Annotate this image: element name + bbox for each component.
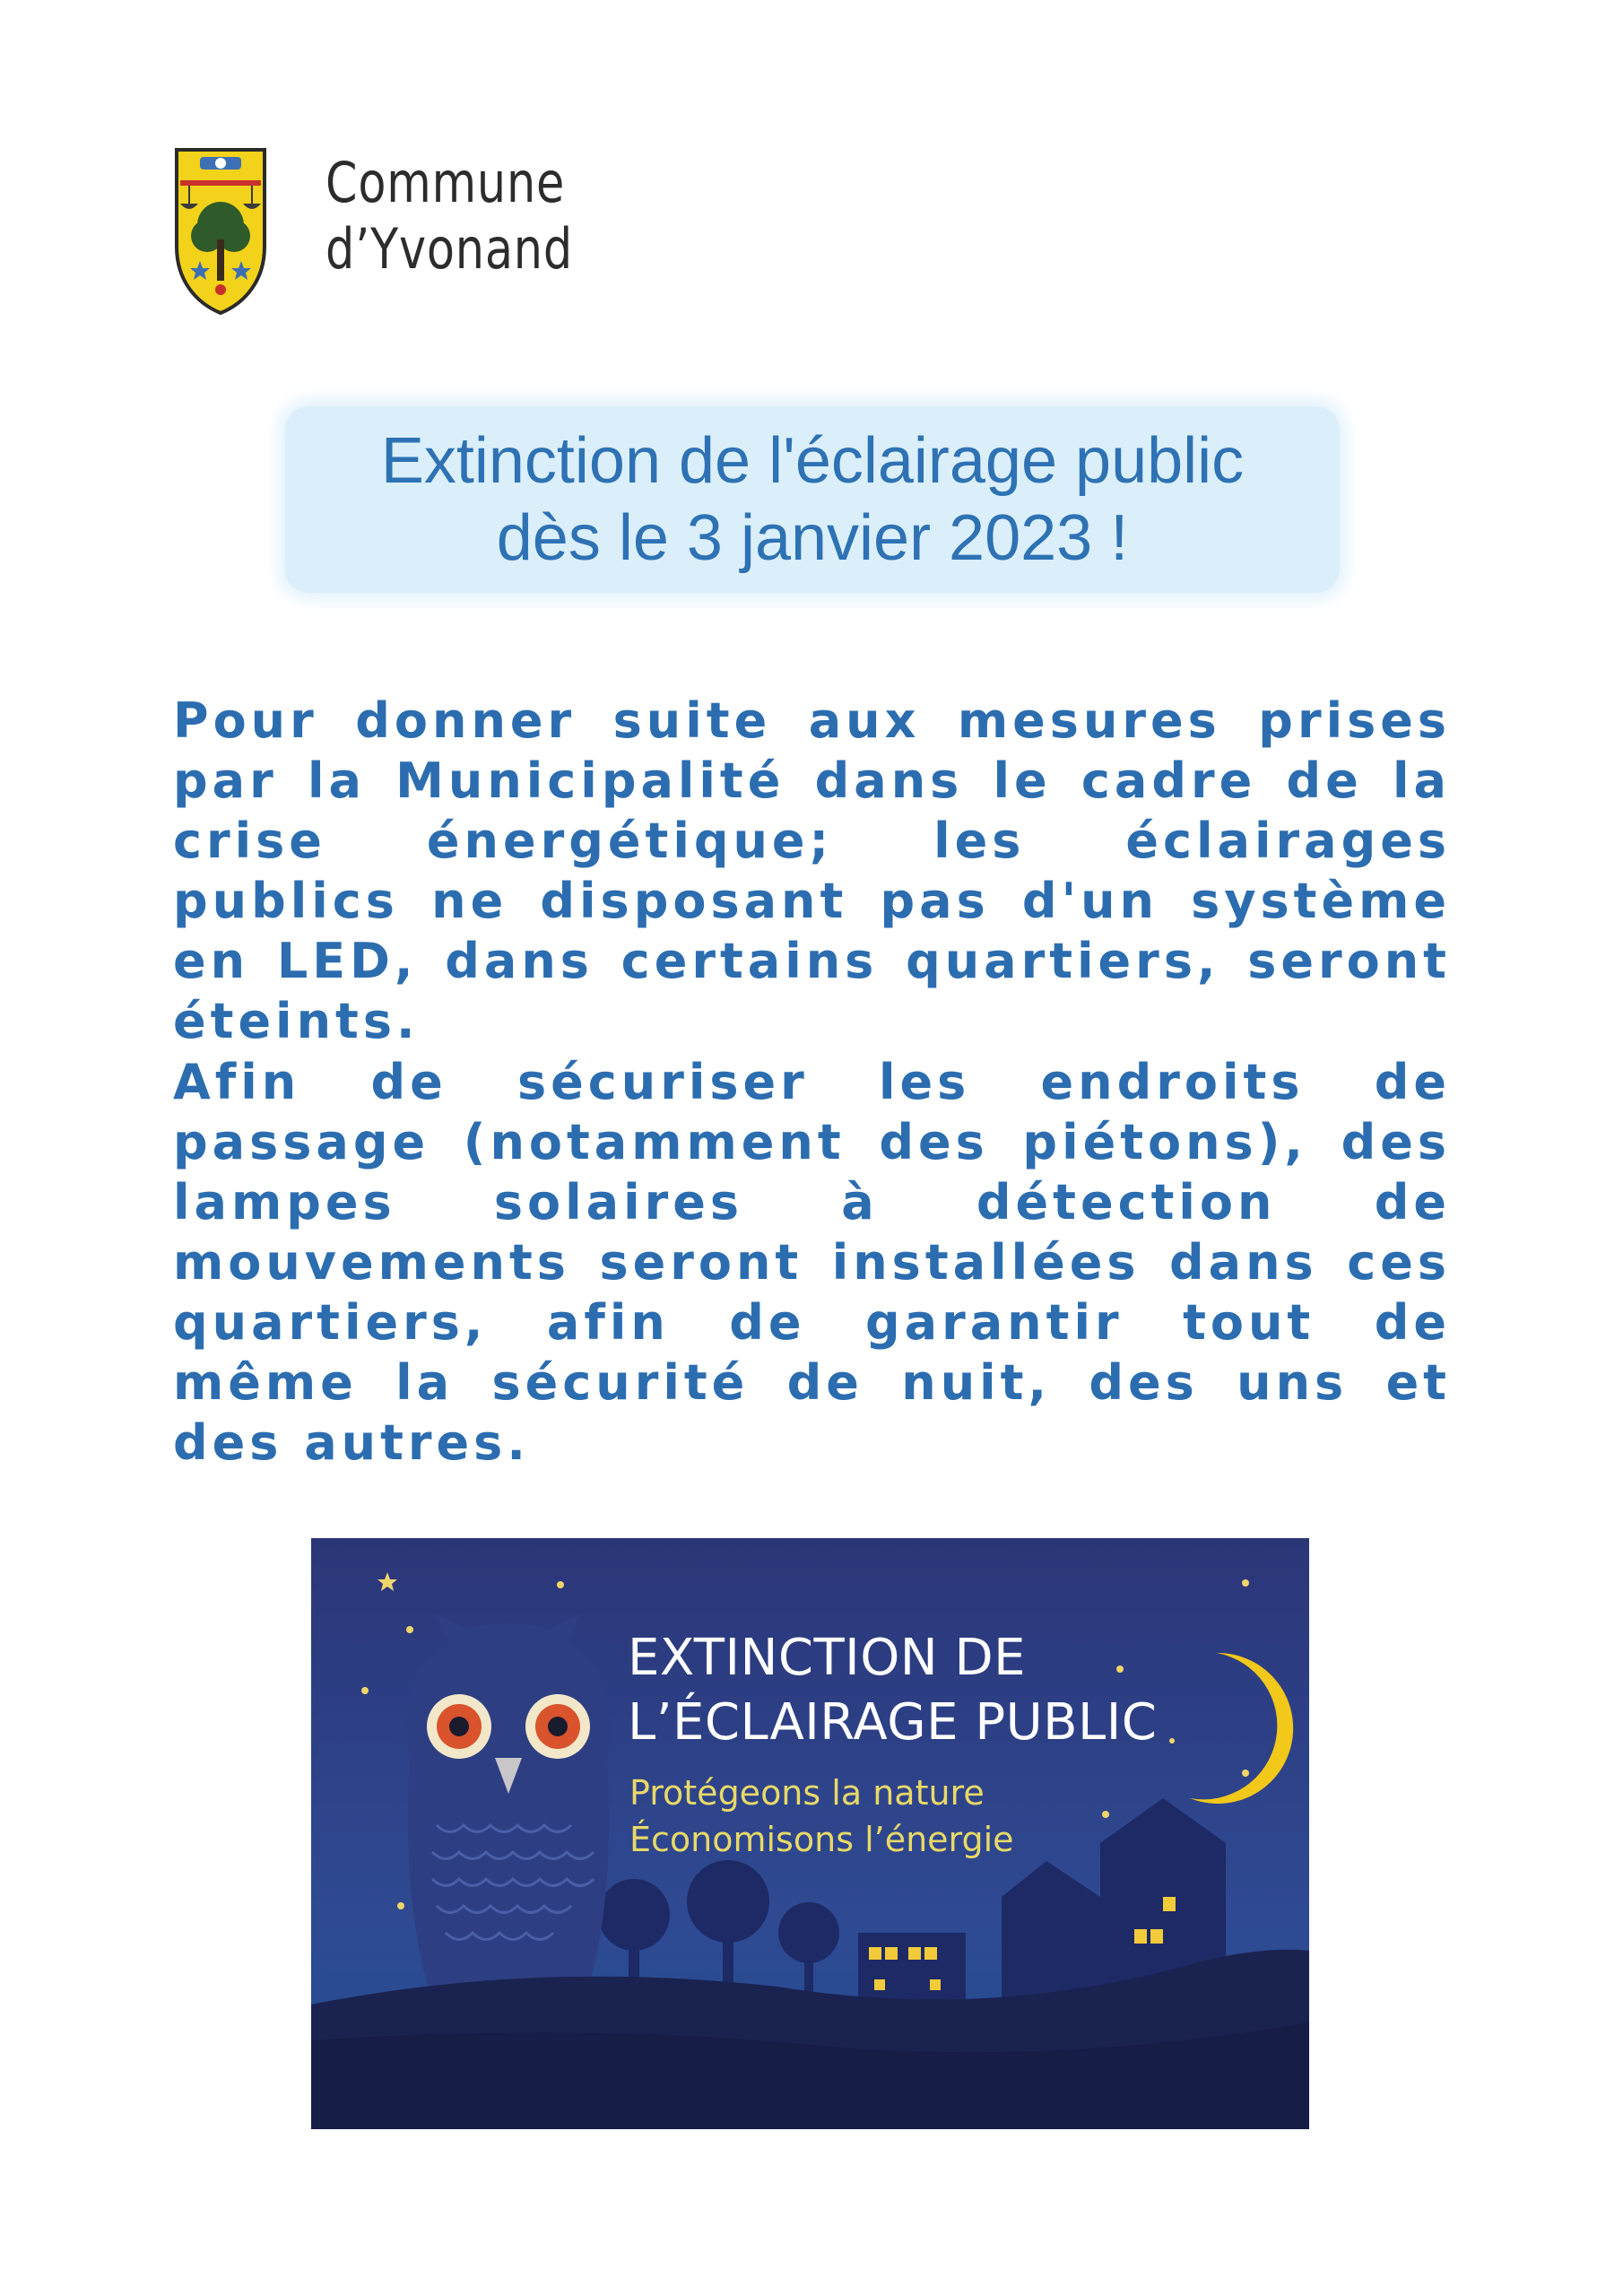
headline-line1: Extinction de l'éclairage public bbox=[380, 425, 1245, 497]
poster-subtitle-line1: Protégeons la nature bbox=[629, 1773, 985, 1813]
star-icon bbox=[406, 1626, 413, 1633]
poster-title bbox=[628, 1626, 1157, 1755]
campaign-poster bbox=[311, 1538, 1309, 2129]
owl-icon bbox=[407, 1614, 610, 2013]
star-icon bbox=[397, 1902, 404, 1909]
coat-of-arms-icon bbox=[173, 146, 268, 315]
municipality-name-line1: Commune bbox=[325, 150, 566, 215]
poster-title-line2: L’ÉCLAIRAGE PUBLIC bbox=[628, 1693, 1158, 1752]
municipality-name bbox=[325, 150, 573, 283]
star-icon bbox=[1242, 1770, 1249, 1777]
body-paragraph-1: Pour donner suite aux mesures prises par la Municipalité dans le cadre de la crise énergétique; les éclairages publics ne disposant pas d'un système en LED, dans certains quartiers, seront éteints. bbox=[173, 692, 1451, 1049]
body-paragraph-2: Afin de sécuriser les endroits de passage (notamment des piétons), des lampes solaires à détection de mouvements seront installées dans ces quartiers, afin de garantir tout de même la sécurité de nuit, des uns et des autres. bbox=[173, 1054, 1451, 1471]
municipality-name-line2: d’Yvonand bbox=[325, 216, 573, 282]
headline-banner bbox=[285, 406, 1340, 593]
headline-line2: dès le 3 janvier 2023 ! bbox=[496, 502, 1129, 574]
municipality-logo bbox=[173, 146, 586, 317]
poster-subtitle-line2: Économisons l’énergie bbox=[629, 1820, 1014, 1859]
star-icon bbox=[1169, 1738, 1175, 1744]
poster-subtitle bbox=[629, 1770, 1014, 1863]
poster-title-line1: EXTINCTION DE bbox=[628, 1629, 1026, 1687]
star-icon bbox=[361, 1687, 369, 1694]
star-icon bbox=[1242, 1579, 1249, 1587]
star-icon bbox=[1102, 1811, 1109, 1818]
star-icon bbox=[557, 1581, 564, 1588]
